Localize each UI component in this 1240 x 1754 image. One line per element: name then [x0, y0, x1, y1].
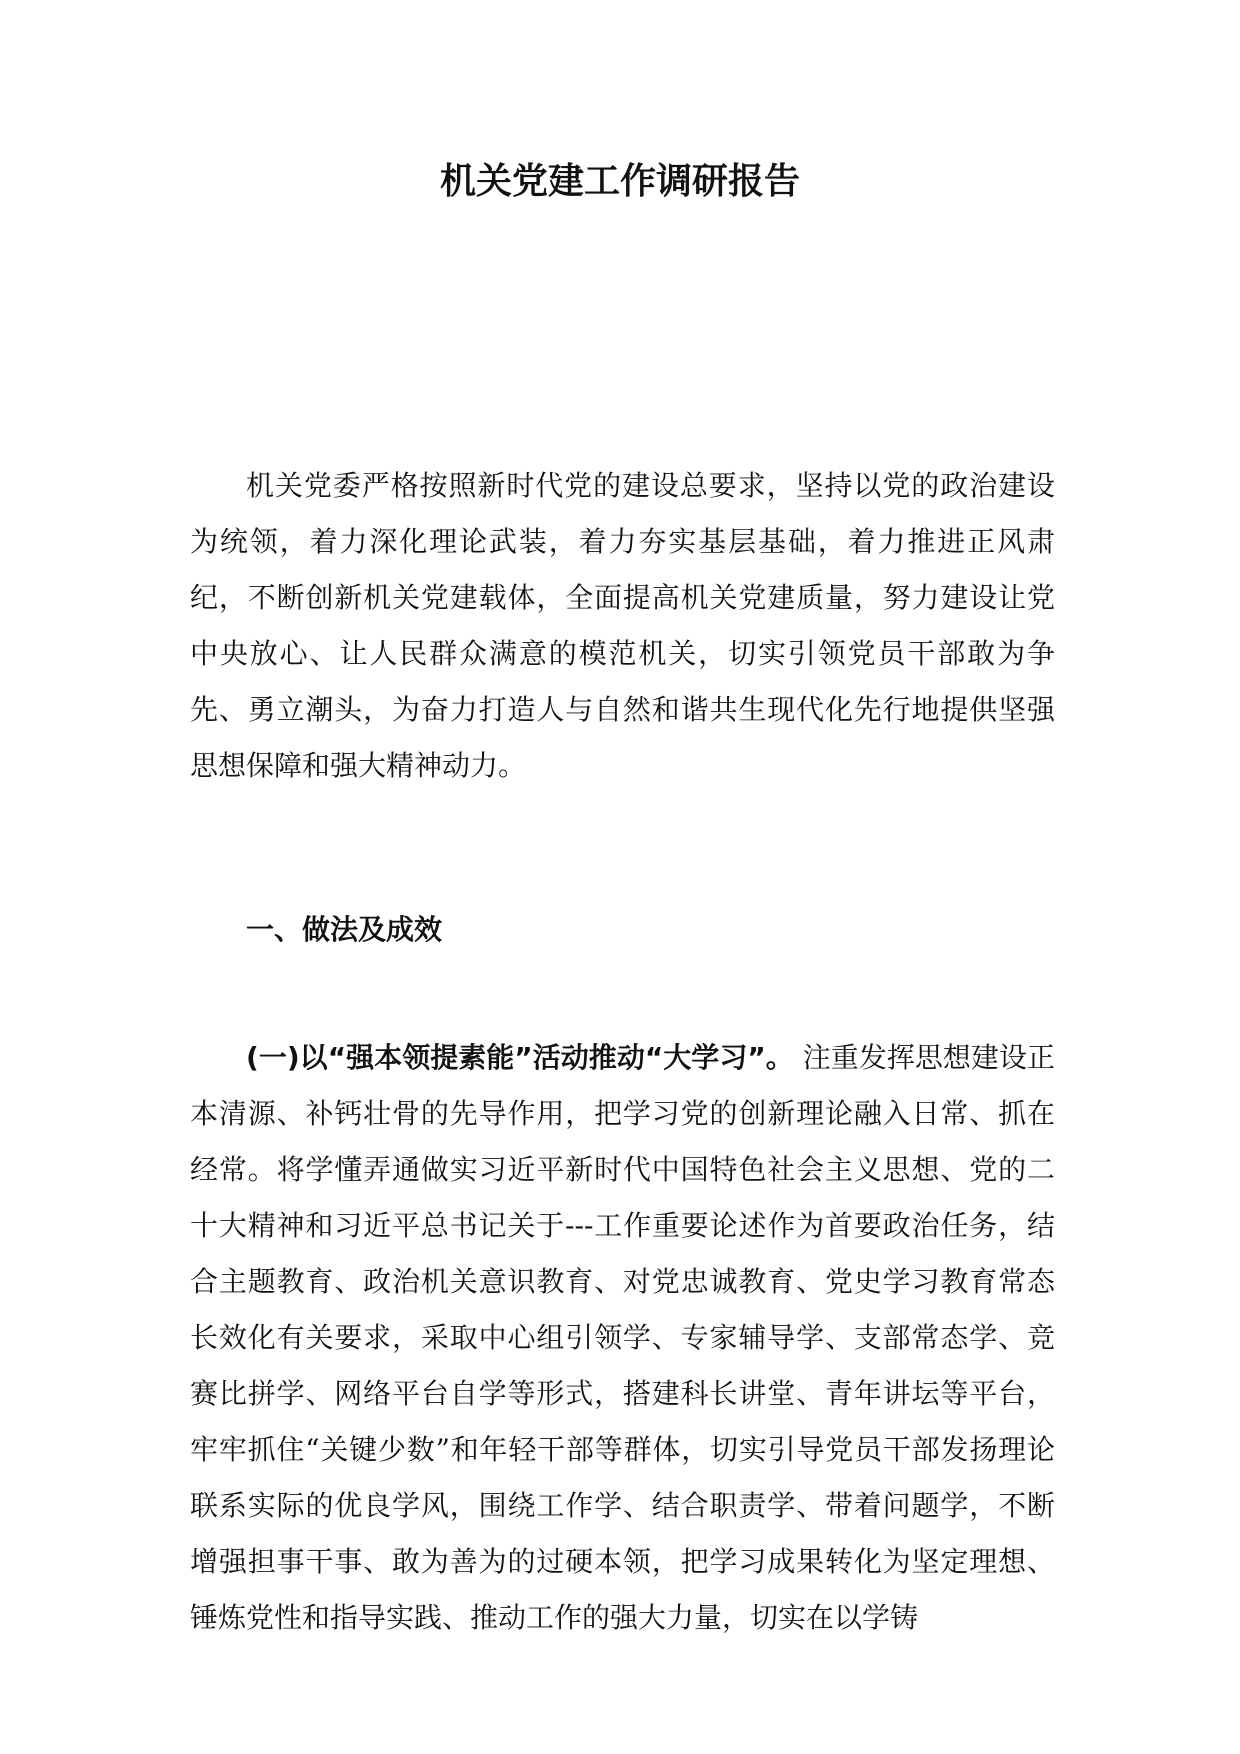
document-title: 机关党建工作调研报告 [439, 161, 800, 202]
intro-paragraph: 机关党委严格按照新时代党的建设总要求，坚持以党的政治建设为统领，着力深化理论武装，着力夯实基层基础，着力推进正风肃纪，不断创新机关党建载体，全面提高机关党建质量，努力建设让党中央放心、让人民群众满意的模范机关，切实引领党员干部敢为争先、勇立潮头，为奋力打造人与自然和谐共生现代化先行地提供坚强思想保障和强大精神动力。 [190, 469, 1055, 782]
subsection-lead: (一)以“强本领提素能”活动推动“大学习”。 [246, 1041, 794, 1074]
subsection-paragraph [190, 1030, 1055, 1646]
section-heading: 一、做法及成效 [246, 913, 443, 946]
subsection-body: 注重发挥思想建设正本清源、补钙壮骨的先导作用，把学习党的创新理论融入日常、抓在经常。将学懂弄通做实习近平新时代中国特色社会主义思想、党的二十大精神和习近平总书记关于---工作重要论述作为首要政治任务，结合主题教育、政治机关意识教育、对党忠诚教育、党史学习教育常态长效化有关要求，采取中心组引领学、专家辅导学、支部常态学、竞赛比拼学、网络平台自学等形式，搭建科长讲堂、青年讲坛等平台，牢牢抓住“关键少数”和年轻干部等群体，切实引导党员干部发扬理论联系实际的优良学风，围绕工作学、结合职责学、带着问题学，不断增强担事干事、敢为善为的过硬本领，把学习成果转化为坚定理想、锤炼党性和指导实践、推动工作的强大力量，切实在以学铸 [190, 1041, 1055, 1634]
